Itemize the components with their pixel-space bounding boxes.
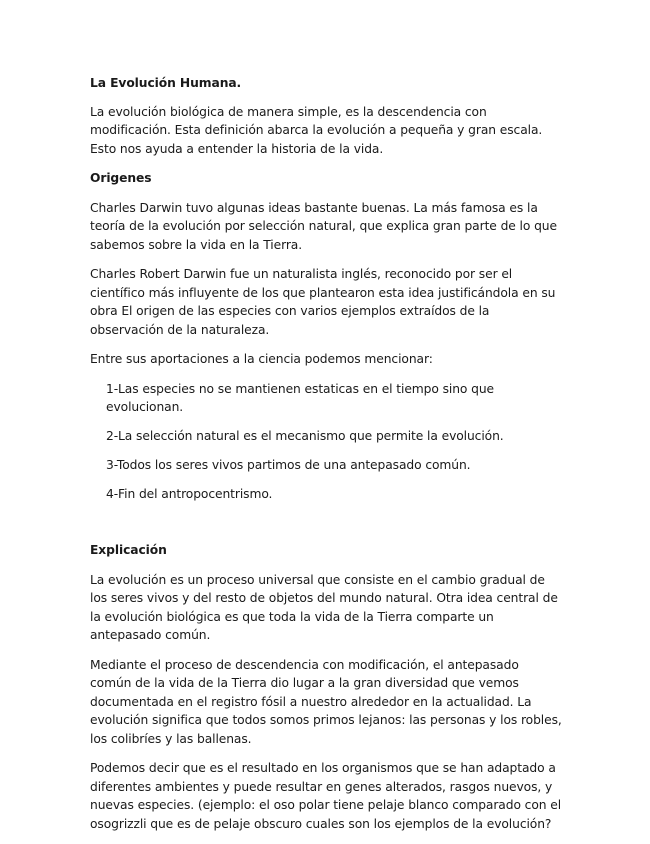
origenes-paragraph-1: Charles Darwin tuvo algunas ideas bastante buenas. La más famosa es la teoría de la evolución por selección natural, que explica gran parte de lo que sabemos sobre la vida en la Tierra.: [90, 200, 557, 252]
contributions-list: [90, 380, 562, 504]
list-item: 4-Fin del antropocentrismo.: [106, 487, 273, 501]
section-heading-origenes: Origenes: [90, 171, 152, 185]
section-spacer: [90, 514, 562, 541]
document-title: La Evolución Humana.: [90, 76, 242, 90]
origenes-paragraph-3: Entre sus aportaciones a la ciencia podemos mencionar:: [90, 352, 433, 366]
intro-paragraph: La evolución biológica de manera simple, es la descendencia con modificación. Esta definición abarca la evolución a pequeña y gran escala. Esto nos ayuda a entender la historia de la vida.: [90, 104, 543, 156]
explicacion-paragraph-1: La evolución es un proceso universal que consiste en el cambio gradual de los seres vivos y del resto de objetos del mundo natural. Otra idea central de la evolución biológica es que toda la vida de la Tierra comparte un antepasado común.: [90, 572, 558, 642]
list-item: 3-Todos los seres vivos partimos de una antepasado común.: [106, 458, 471, 472]
explicacion-paragraph-3: Podemos decir que es el resultado en los organismos que se han adaptado a diferentes ambientes y puede resultar en genes alterados, rasgos nuevos, y nuevas especies. (ejemplo: el oso polar tiene pelaje blanco comparado con el osogrizzli que es de pelaje obscuro cuales son los ejemplos de la evolución?: [90, 761, 562, 831]
document-page: [90, 74, 562, 844]
origenes-paragraph-2: Charles Robert Darwin fue un naturalista inglés, reconocido por ser el científico más influyente de los que plantearon esta idea justificándola en su obra El origen de las especies con varios ejemplos extraídos de la observación de la naturaleza.: [90, 267, 556, 337]
explicacion-paragraph-2: Mediante el proceso de descendencia con modificación, el antepasado común de la vida de la Tierra dio lugar a la gran diversidad que vemos documentada en el registro fósil a nuestro alrededor en la actualidad. La evolución significa que todos somos primos lejanos: las personas y los robles, los colibríes y las ballenas.: [90, 657, 562, 746]
list-item: 2-La selección natural es el mecanismo que permite la evolución.: [106, 429, 504, 443]
list-item: 1-Las especies no se mantienen estaticas en el tiempo sino que evolucionan.: [106, 381, 495, 414]
section-heading-explicacion: Explicación: [90, 543, 167, 557]
